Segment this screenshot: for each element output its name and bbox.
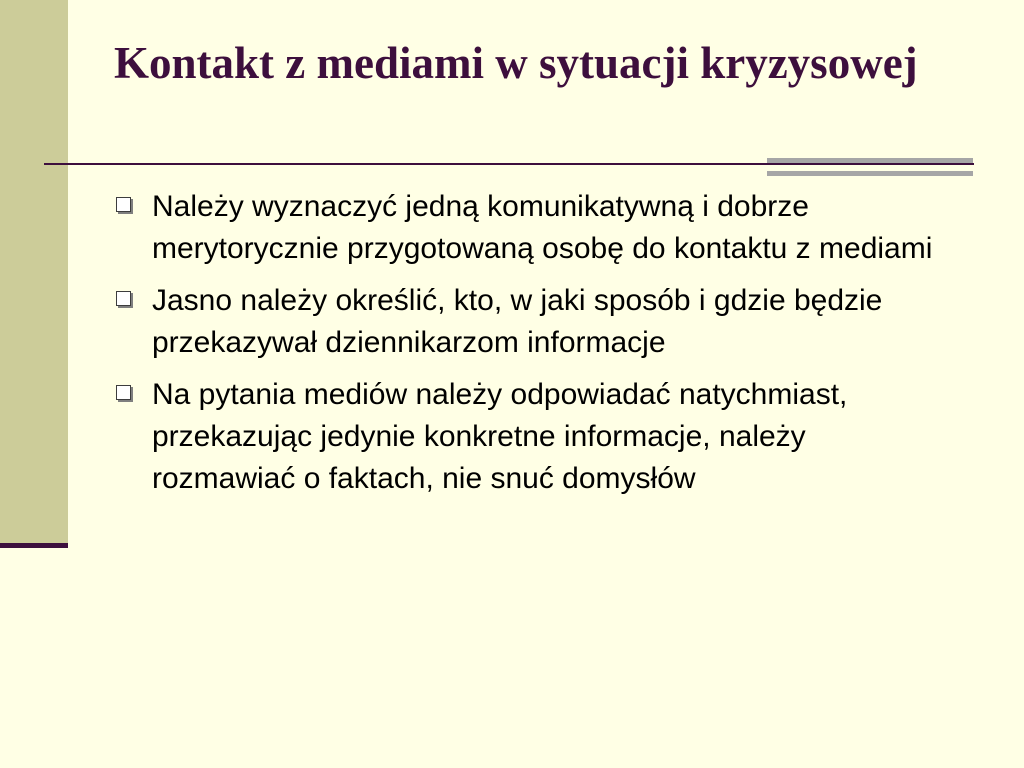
left-bar-accent-line xyxy=(0,543,68,548)
bullet-text: Na pytania mediów należy odpowiadać natychmiast, przekazując jedynie konkretne informacje, należy rozmawiać o faktach, nie snuć domysłów xyxy=(152,378,848,495)
bullet-text: Jasno należy określić, kto, w jaki sposób i gdzie będzie przekazywał dziennikarzom informacje xyxy=(152,284,883,359)
square-bullet-icon xyxy=(116,385,131,400)
accent-rule-bottom xyxy=(767,171,973,176)
square-bullet-icon xyxy=(116,197,131,212)
square-bullet-icon xyxy=(116,291,131,306)
bullet-item xyxy=(114,186,954,270)
bullet-item xyxy=(114,374,954,500)
left-decorative-bar xyxy=(0,0,68,544)
title-divider xyxy=(44,163,974,165)
bullet-list xyxy=(114,186,954,510)
bullet-text: Należy wyznaczyć jedną komunikatywną i dobrze merytorycznie przygotowaną osobę do kontaktu z mediami xyxy=(152,190,933,265)
accent-rule-top xyxy=(767,158,973,163)
bullet-item xyxy=(114,280,954,364)
slide-title: Kontakt z mediami w sytuacji kryzysowej xyxy=(114,38,918,88)
